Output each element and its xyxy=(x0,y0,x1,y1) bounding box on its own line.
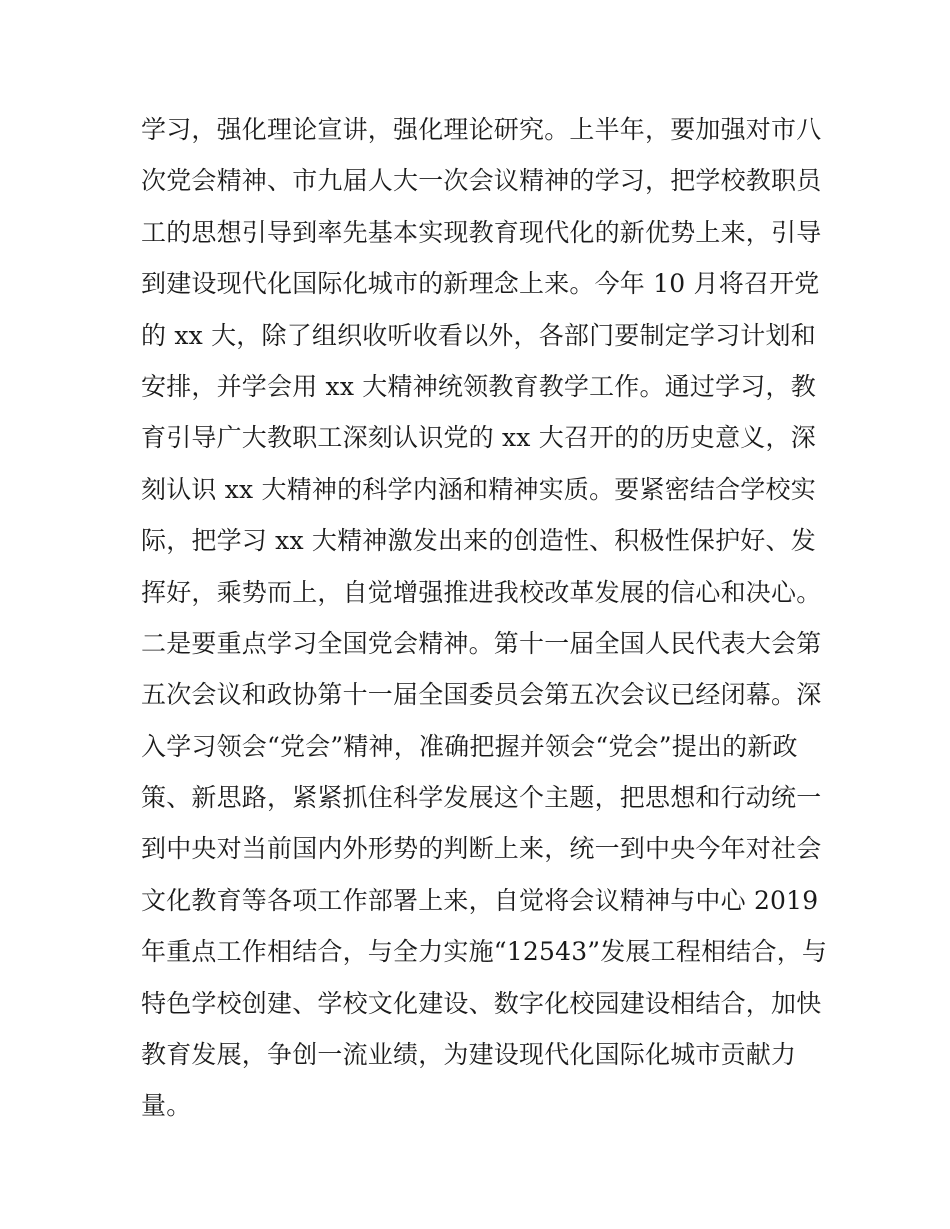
text-line: 际，把学习 xx 大精神激发出来的创造性、积极性保护好、发 xyxy=(141,526,816,556)
text-line: 教育发展，争创一流业绩，为建设现代化国际化城市贡献力 xyxy=(141,1040,797,1070)
text-line: 到中央对当前国内外形势的判断上来，统一到中央今年对社会 xyxy=(141,834,822,864)
text-line: 特色学校创建、学校文化建设、数字化校园建设相结合，加快 xyxy=(141,988,822,1018)
text-line: 工的思想引导到率先基本实现教育现代化的新优势上来，引导 xyxy=(141,217,822,247)
text-line: 育引导广大教职工深刻认识党的 xx 大召开的的历史意义，深 xyxy=(141,423,816,453)
text-line: 入学习领会“党会”精神，准确把握并领会“党会”提出的新政 xyxy=(141,731,798,761)
text-line: 挥好，乘势而上，自觉增强推进我校改革发展的信心和决心。 xyxy=(141,577,822,607)
text-line: 次党会精神、市九届人大一次会议精神的学习，把学校教职员 xyxy=(141,166,822,196)
text-line: 五次会议和政协第十一届全国委员会第五次会议已经闭幕。深 xyxy=(141,680,822,710)
text-line: 策、新思路，紧紧抓住科学发展这个主题，把思想和行动统一 xyxy=(141,783,822,813)
text-line: 年重点工作相结合，与全力实施“12543”发展工程相结合，与 xyxy=(141,937,828,967)
text-line: 量。 xyxy=(141,1091,192,1121)
text-line: 文化教育等各项工作部署上来，自觉将会议精神与中心 2019 xyxy=(141,885,819,915)
text-line: 学习，强化理论宣讲，强化理论研究。上半年，要加强对市八 xyxy=(141,115,822,144)
body-paragraph xyxy=(141,104,828,1132)
text-line: 安排，并学会用 xx 大精神统领教育教学工作。通过学习，教 xyxy=(141,371,816,401)
text-line: 的 xx 大，除了组织收听收看以外，各部门要制定学习计划和 xyxy=(141,320,816,350)
text-line: 到建设现代化国际化城市的新理念上来。今年 10 月将召开党 xyxy=(141,269,820,299)
text-line: 刻认识 xx 大精神的科学内涵和精神实质。要紧密结合学校实 xyxy=(141,474,816,504)
text-line: 二是要重点学习全国党会精神。第十一届全国人民代表大会第 xyxy=(141,628,822,658)
